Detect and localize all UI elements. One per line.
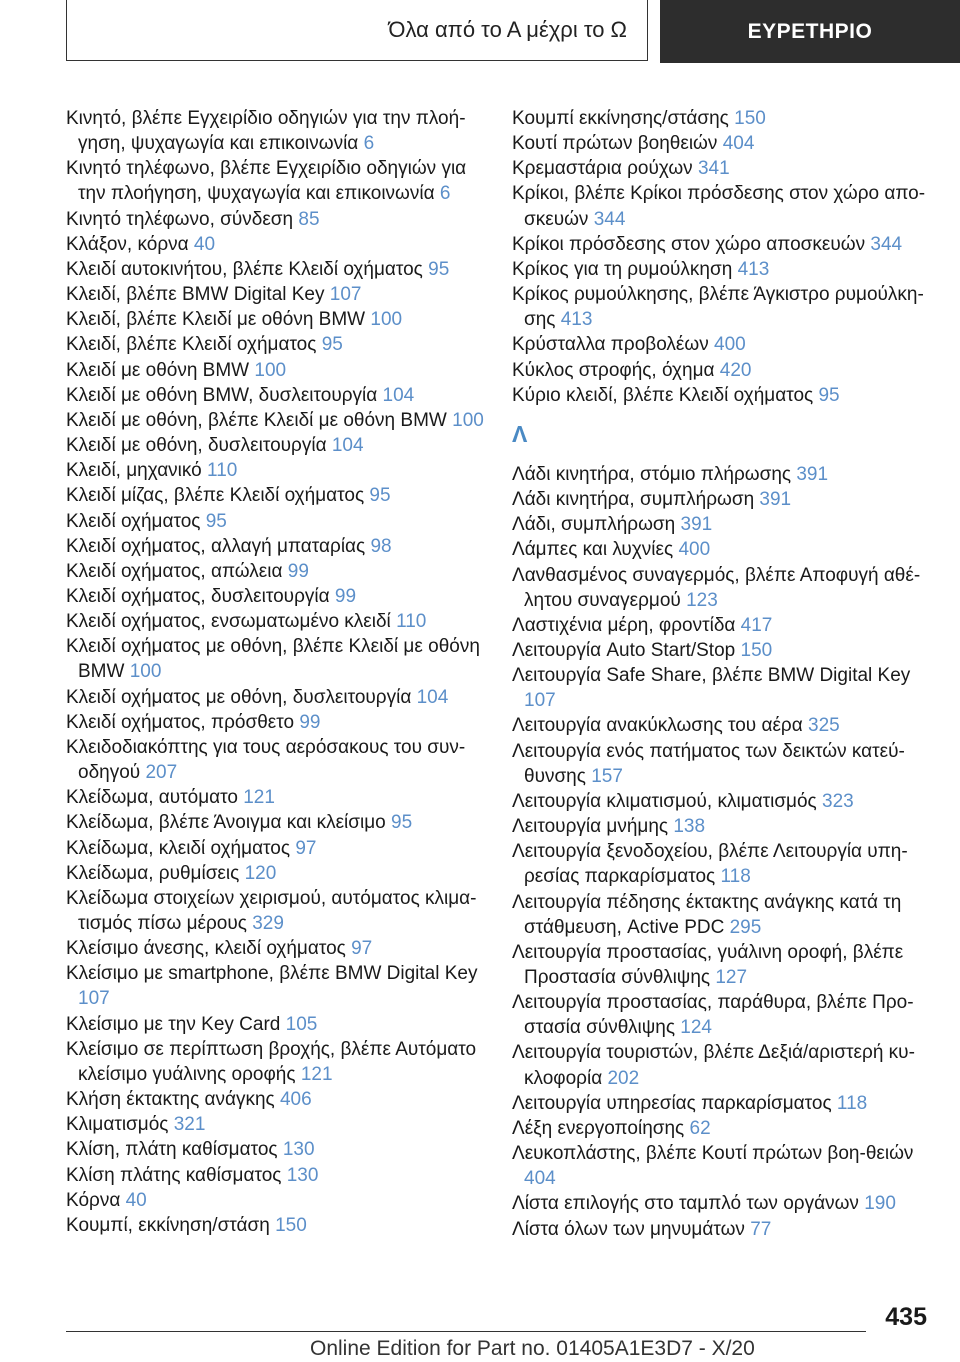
page-reference-link[interactable]: 104: [331, 435, 364, 457]
footer-edition-text: Online Edition for Part no. 01405A1E3D7 - X/20: [310, 1337, 755, 1360]
page-reference-link[interactable]: 110: [396, 611, 427, 633]
page-reference-link[interactable]: 138: [673, 816, 706, 838]
index-group-l: [512, 462, 932, 1242]
index-entry: [66, 1112, 486, 1137]
index-entry: [66, 483, 486, 508]
index-entry-text: Κρίκοι, βλέπε Κρίκοι πρόσδεσης στον χώρο απο-σκευών: [512, 183, 926, 230]
page-number: 435: [885, 1303, 927, 1331]
index-entry-text: Κλείδωμα, ρυθμίσεις: [66, 862, 240, 884]
index-entry-text: Κλειδί οχήματος, πρόσθετο: [66, 711, 295, 733]
index-entry-text: Κλειδί με οθόνη BMW: [66, 359, 250, 381]
index-entry: [66, 1213, 486, 1238]
index-entry: [512, 537, 932, 562]
index-entry: [512, 990, 932, 1040]
index-column-left: [66, 106, 486, 1238]
index-entry: [66, 1163, 486, 1188]
index-title-tab: ΕΥΡΕΤΗΡΙΟ: [660, 0, 960, 63]
index-entry-text: Κλειδί, βλέπε Κλειδί με οθόνη BMW: [66, 309, 366, 331]
index-entry-text: Κλειδί με οθόνη BMW, δυσλειτουργία: [66, 384, 378, 406]
page-reference-link[interactable]: 100: [254, 359, 287, 381]
index-entry: [512, 1040, 932, 1090]
index-entry-text: Κλήση έκτακτης ανάγκης: [66, 1089, 275, 1111]
index-entry: [66, 559, 486, 584]
index-entry: [512, 713, 932, 738]
index-entry-text: Κλάξον, κόρνα: [66, 233, 189, 255]
page-reference-link[interactable]: 118: [720, 866, 751, 888]
page-reference-link[interactable]: 98: [370, 535, 392, 557]
index-entry: [512, 512, 932, 537]
index-entry: [512, 890, 932, 940]
section-letter: Λ: [512, 420, 528, 447]
index-entry-text: Κλείσιμο άνεσης, κλειδί οχήματος: [66, 938, 346, 960]
index-entry-text: Κρίκοι πρόσδεσης στον χώρο αποσκευών: [512, 233, 866, 255]
index-entry: [512, 1191, 932, 1216]
page-reference-link[interactable]: 413: [737, 258, 770, 280]
index-entry-text: Λειτουργία πέδησης έκτακτης ανάγκης κατά τη στάθμευση, Active PDC: [512, 891, 902, 938]
index-entry-text: Κρίκος ρυμούλκησης, βλέπε Άγκιστρο ρυμούλκη-σης: [512, 284, 924, 331]
index-entry-text: Κλείσιμο σε περίπτωση βροχής, βλέπε Αυτόματο κλείσιμο γυάλινης οροφής: [66, 1038, 477, 1085]
index-entry-text: Κόρνα: [66, 1189, 121, 1211]
index-entry-text: Κλειδί, βλέπε Κλειδί οχήματος: [66, 334, 317, 356]
index-entry-text: Λάδι, συμπλήρωση: [512, 514, 676, 536]
page-reference-link[interactable]: 190: [864, 1193, 896, 1215]
page-reference-link[interactable]: 344: [593, 208, 626, 230]
index-entry: [66, 509, 486, 534]
index-entry: [66, 458, 486, 483]
index-entry-text: Λάδι κινητήρα, στόμιο πλήρωσης: [512, 463, 792, 485]
index-entry: [512, 613, 932, 638]
index-entry: [512, 131, 932, 156]
index-entry: [66, 836, 486, 861]
index-entry-text: Κλειδί οχήματος: [66, 510, 201, 532]
index-entry-text: Κινητό τηλέφωνο, βλέπε Εγχειρίδιο οδηγιών για την πλοήγηση, ψυχαγωγία και επικοινωνία: [66, 158, 467, 205]
index-entry: [66, 106, 486, 156]
index-entry-text: Λίστα όλων των μηνυμάτων: [512, 1218, 745, 1240]
page-reference-link[interactable]: 99: [299, 711, 321, 733]
index-entry-text: Λειτουργία Safe Share, βλέπε BMW Digital Key: [512, 665, 911, 687]
index-entry: [512, 257, 932, 282]
page-reference-link[interactable]: 100: [370, 309, 403, 331]
index-entry-text: Κλίση πλάτης καθίσματος: [66, 1164, 282, 1186]
index-entry-text: Λανθασμένος συναγερμός, βλέπε Αποφυγή αθέ-λητου συναγερμού: [512, 564, 921, 611]
page-reference-link[interactable]: 325: [808, 715, 840, 737]
index-entry: [512, 232, 932, 257]
page-reference-link[interactable]: 40: [125, 1189, 147, 1211]
index-entry-text: Κλειδί οχήματος, απώλεια: [66, 560, 283, 582]
index-entry: [66, 332, 486, 357]
page-reference-link[interactable]: 107: [329, 284, 362, 306]
index-entry: [66, 936, 486, 961]
index-entry-text: Κλείδωμα στοιχείων χειρισμού, αυτόματος κλιμα-τισμός πίσω μέρους: [66, 887, 477, 934]
page-reference-link[interactable]: 6: [439, 183, 451, 205]
page-reference-link[interactable]: 420: [719, 359, 752, 381]
index-entry-text: Κλειδί αυτοκινήτου, βλέπε Κλειδί οχήματος: [66, 258, 423, 280]
index-entry: [66, 785, 486, 810]
index-entry-text: Κινητό τηλέφωνο, σύνδεση: [66, 208, 294, 230]
page-reference-link[interactable]: 329: [252, 913, 284, 934]
page-reference-link[interactable]: 100: [452, 409, 484, 431]
page-reference-link[interactable]: 124: [680, 1017, 712, 1039]
index-entry-text: Λειτουργία ανακύκλωσης του αέρα: [512, 715, 803, 737]
index-entry: [66, 609, 486, 634]
page-reference-link[interactable]: 123: [686, 589, 718, 611]
index-entry-text: Κλείδωμα, κλειδί οχήματος: [66, 837, 291, 859]
index-entry-text: Κλειδί με οθόνη, βλέπε Κλειδί με οθόνη BMW: [66, 409, 447, 431]
index-entry: [66, 735, 486, 785]
index-entry: [66, 156, 486, 206]
index-entry: [512, 789, 932, 814]
index-entry: [66, 1037, 486, 1087]
page-reference-link[interactable]: 417: [740, 614, 773, 636]
page-reference-link[interactable]: 107: [78, 988, 110, 1010]
index-entry-text: Κινητό, βλέπε Εγχειρίδιο οδηγιών για την πλοή-γηση, ψυχαγωγία και επικοινωνία: [66, 108, 466, 155]
index-entry: [512, 156, 932, 181]
index-entry-text: Λάδι κινητήρα, συμπλήρωση: [512, 489, 755, 511]
index-group-k: [512, 106, 932, 408]
index-entry-text: Λειτουργία μνήμης: [512, 816, 669, 838]
page-reference-link[interactable]: 100: [129, 661, 162, 683]
index-entry-text: Λειτουργία ενός πατήματος των δεικτών κατεύ-θυνσης: [512, 740, 905, 787]
page-reference-link[interactable]: 95: [369, 485, 391, 507]
index-entry-text: Κλείδωμα, αυτόματο: [66, 787, 238, 809]
index-entry: [66, 257, 486, 282]
page-reference-link[interactable]: 400: [714, 334, 746, 356]
index-entry-text: Κλειδί οχήματος, ενσωματωμένο κλειδί: [66, 611, 391, 633]
page-reference-link[interactable]: 77: [750, 1218, 772, 1240]
index-entry: [512, 106, 932, 131]
index-entry: [66, 886, 486, 936]
index-entry: [66, 307, 486, 332]
page-reference-link[interactable]: 391: [796, 463, 829, 485]
page-reference-link[interactable]: 127: [715, 967, 748, 988]
index-column-right: [512, 106, 932, 1242]
page-reference-link[interactable]: 344: [870, 233, 903, 255]
page-reference-link[interactable]: 406: [279, 1089, 312, 1111]
index-entry-text: Κύριο κλειδί, βλέπε Κλειδί οχήματος: [512, 384, 814, 406]
index-entry-text: Κρύσταλλα προβολέων: [512, 334, 709, 356]
page-reference-link[interactable]: 95: [818, 384, 840, 406]
page-reference-link[interactable]: 104: [416, 686, 449, 708]
index-entry: [512, 487, 932, 512]
index-entry-text: Κλειδί με οθόνη, δυσλειτουργία: [66, 435, 327, 457]
index-entry: [512, 358, 932, 383]
page-reference-link[interactable]: 121: [243, 787, 275, 809]
index-entry-text: Λειτουργία τουριστών, βλέπε Δεξιά/αριστερή κυ-κλοφορία: [512, 1042, 915, 1089]
page-reference-link[interactable]: 97: [295, 837, 317, 859]
index-entry-text: Κλείδωμα, βλέπε Άνοιγμα και κλείσιμο: [66, 812, 386, 834]
index-entry-text: Κλείσιμο με την Key Card: [66, 1013, 281, 1035]
index-entry: [66, 861, 486, 886]
page-reference-link[interactable]: 413: [560, 309, 593, 331]
index-entry: [512, 462, 932, 487]
index-entry: [66, 1012, 486, 1037]
index-entry: [66, 358, 486, 383]
footer-rule: [66, 1331, 866, 1332]
page-reference-link[interactable]: 95: [428, 258, 450, 280]
page-reference-link[interactable]: 130: [286, 1164, 319, 1186]
page-reference-link[interactable]: 391: [680, 514, 713, 536]
index-entry: [512, 1141, 932, 1191]
index-entry-text: Κουμπί εκκίνησης/στάσης: [512, 108, 729, 129]
index-entry-text: Κουτί πρώτων βοηθειών: [512, 133, 718, 155]
index-entry: [66, 584, 486, 609]
page-reference-link[interactable]: 99: [287, 560, 309, 582]
page-reference-link[interactable]: 62: [689, 1117, 711, 1139]
index-entry-text: Κλιματισμός: [66, 1114, 169, 1136]
index-entry-text: Κλειδοδιακόπτης για τους αερόσακους του συν-οδηγού: [66, 736, 466, 784]
page-reference-link[interactable]: 404: [722, 133, 755, 155]
index-entry: [66, 433, 486, 458]
index-entry-text: Κρίκος για τη ρυμούλκηση: [512, 258, 733, 280]
page-header: [66, 0, 960, 63]
page-reference-link[interactable]: 121: [300, 1063, 333, 1085]
page-reference-link[interactable]: 6: [363, 133, 375, 155]
page-reference-link[interactable]: 207: [145, 762, 178, 784]
page-reference-link[interactable]: 85: [298, 208, 320, 230]
index-entry: [512, 282, 932, 332]
index-entry: [512, 383, 932, 408]
index-entry-text: Κλειδί οχήματος με οθόνη, δυσλειτουργία: [66, 686, 412, 708]
index-entry: [66, 534, 486, 559]
index-entry: [512, 181, 932, 231]
index-entry: [512, 663, 932, 713]
index-entry: [66, 1087, 486, 1112]
index-entry: [66, 207, 486, 232]
section-label: Όλα από το Α μέχρι το Ω: [66, 0, 648, 61]
page-reference-link[interactable]: 110: [207, 460, 238, 482]
page-reference-link[interactable]: 150: [734, 108, 766, 129]
index-entry: [66, 1188, 486, 1213]
index-entry-text: Λευκοπλάστης, βλέπε Κουτί πρώτων βοη-θειών: [512, 1143, 914, 1165]
index-entry-text: Λειτουργία Auto Start/Stop: [512, 639, 736, 661]
page-reference-link[interactable]: 400: [678, 539, 711, 561]
page-reference-link[interactable]: 97: [351, 938, 373, 960]
page-reference-link[interactable]: 95: [205, 510, 227, 532]
page-reference-link[interactable]: 323: [822, 790, 854, 812]
page-reference-link[interactable]: 104: [382, 384, 415, 406]
index-entry: [512, 638, 932, 663]
index-entry: [512, 940, 932, 990]
page-reference-link[interactable]: 118: [836, 1092, 868, 1114]
page-reference-link[interactable]: 120: [244, 862, 277, 884]
page-reference-link[interactable]: 404: [524, 1168, 556, 1190]
index-entry: [66, 810, 486, 835]
page-reference-link[interactable]: 202: [607, 1067, 640, 1089]
index-entry: [512, 1116, 932, 1141]
index-entry: [66, 282, 486, 307]
page-reference-link[interactable]: 95: [321, 334, 343, 356]
index-entry-text: Κλειδί οχήματος, αλλαγή μπαταρίας: [66, 535, 366, 557]
index-entry: [512, 1091, 932, 1116]
index-entry-text: Κλειδί οχήματος με οθόνη, βλέπε Κλειδί με οθόνη BMW: [66, 636, 480, 683]
page-reference-link[interactable]: 130: [282, 1139, 315, 1161]
page-reference-link[interactable]: 150: [275, 1214, 307, 1236]
index-entry: [512, 739, 932, 789]
index-entry-text: Κλειδί οχήματος, δυσλειτουργία: [66, 585, 330, 607]
page-reference-link[interactable]: 391: [759, 489, 792, 511]
index-entry-text: Κλίση, πλάτη καθίσματος: [66, 1139, 278, 1161]
index-entry-text: Λαστιχένια μέρη, φροντίδα: [512, 614, 736, 636]
index-entry-text: Λέξη ενεργοποίησης: [512, 1117, 685, 1139]
page-reference-link[interactable]: 40: [193, 233, 216, 255]
index-entry: [512, 1217, 932, 1242]
index-entry: [66, 634, 486, 684]
index-entry-text: Κουμπί, εκκίνηση/στάση: [66, 1214, 270, 1236]
index-entry: [512, 563, 932, 613]
index-entry: [66, 383, 486, 408]
index-entry: [512, 814, 932, 839]
index-entry: [66, 961, 486, 1011]
index-entry: [512, 332, 932, 357]
index-entry: [66, 710, 486, 735]
page-reference-link[interactable]: 150: [740, 639, 773, 661]
index-entry: [512, 839, 932, 889]
page-reference-link[interactable]: 321: [173, 1114, 206, 1136]
page-reference-link[interactable]: 157: [591, 765, 623, 787]
page-reference-link[interactable]: 99: [334, 585, 357, 607]
page-reference-link[interactable]: 295: [729, 916, 762, 938]
index-entry: [66, 408, 486, 433]
index-entry-text: Κύκλος στροφής, όχημα: [512, 359, 715, 381]
index-entry-text: Λειτουργία ξενοδοχείου, βλέπε Λειτουργία υπη-ρεσίας παρκαρίσματος: [512, 841, 908, 888]
index-entry-text: Κλειδί μίζας, βλέπε Κλειδί οχήματος: [66, 485, 365, 507]
index-entry-text: Λειτουργία προστασίας, παράθυρα, βλέπε Προ-στασία σύνθλιψης: [512, 992, 914, 1039]
index-entry-text: Λειτουργία κλιματισμού, κλιματισμός: [512, 790, 817, 812]
index-entry-text: Λειτουργία υπηρεσίας παρκαρίσματος: [512, 1092, 832, 1114]
index-entry: [66, 685, 486, 710]
index-entry: [66, 1137, 486, 1162]
page-reference-link[interactable]: 107: [524, 690, 556, 712]
index-entry-text: Λειτουργία προστασίας, γυάλινη οροφή, βλέπε Προστασία σύνθλιψης: [512, 941, 904, 988]
index-entry-text: Λάμπες και λυχνίες: [512, 539, 674, 561]
index-entry-text: Κλειδί, βλέπε BMW Digital Key: [66, 284, 325, 306]
index-entry: [66, 232, 486, 257]
index-entry-text: Κρεμαστάρια ρούχων: [512, 158, 693, 180]
page-reference-link[interactable]: 105: [285, 1013, 318, 1035]
index-entry-text: Κλείσιμο με smartphone, βλέπε BMW Digital Key: [66, 963, 478, 985]
index-entry-text: Κλειδί, μηχανικό: [66, 460, 202, 482]
page-reference-link[interactable]: 341: [697, 158, 730, 180]
page-reference-link[interactable]: 95: [391, 812, 413, 834]
index-entry-text: Λίστα επιλογής στο ταμπλό των οργάνων: [512, 1193, 859, 1215]
